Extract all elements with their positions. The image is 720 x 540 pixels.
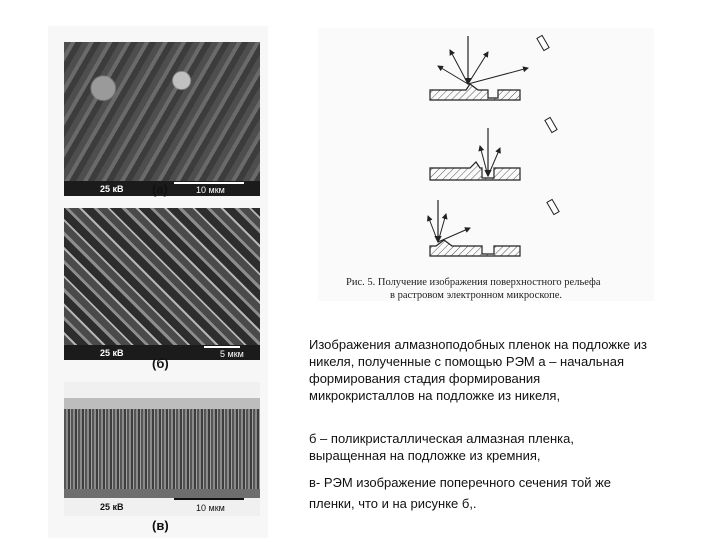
scale-bar (204, 346, 240, 348)
detector-1 (537, 35, 549, 50)
sem-diagram-figure (318, 28, 654, 301)
sem-image-a (64, 42, 260, 196)
scale-label: 10 мкм (196, 503, 225, 513)
diagram-3 (428, 199, 559, 256)
detector-3 (547, 199, 559, 214)
description-paragraph-2: б – поликристаллическая алмазная пленка, выращенная на подложке из кремния, (309, 431, 574, 463)
figure-caption-line2: в растровом электронном микроскопе. (390, 290, 563, 301)
diagram-1 (430, 35, 549, 100)
sem-image-b (64, 208, 260, 360)
voltage-label: 25 кВ (100, 184, 124, 194)
scale-bar (174, 182, 244, 184)
caption-b: (б) (152, 356, 169, 371)
sem-info-bar (64, 498, 260, 516)
caption-v: (в) (152, 518, 169, 533)
voltage-label: 25 кВ (100, 348, 124, 358)
description-paragraph-1: Изображения алмазноподобных пленок на подложке из никеля, полученные с помощью РЭМ а – начальная формирования стадия формирования микрокристаллов на подложке из никеля, (309, 337, 647, 403)
scale-label: 10 мкм (196, 185, 225, 195)
beam-diagram (318, 28, 654, 273)
scale-label: 5 мкм (220, 349, 244, 359)
diagram-2 (430, 117, 557, 180)
caption-a: (а) (152, 182, 168, 197)
description-paragraph-3: в- РЭМ изображение поперечного сечения той же пленки, что и на рисунке б,. (309, 475, 612, 511)
figure-caption (346, 276, 646, 302)
sem-panel (48, 26, 268, 538)
figure-caption-line1: Рис. 5. Получение изображения поверхностного рельефа (346, 277, 601, 288)
voltage-label: 25 кВ (100, 502, 124, 512)
scale-bar (174, 498, 244, 500)
sem-image-v (64, 382, 260, 516)
detector-2 (545, 117, 557, 132)
